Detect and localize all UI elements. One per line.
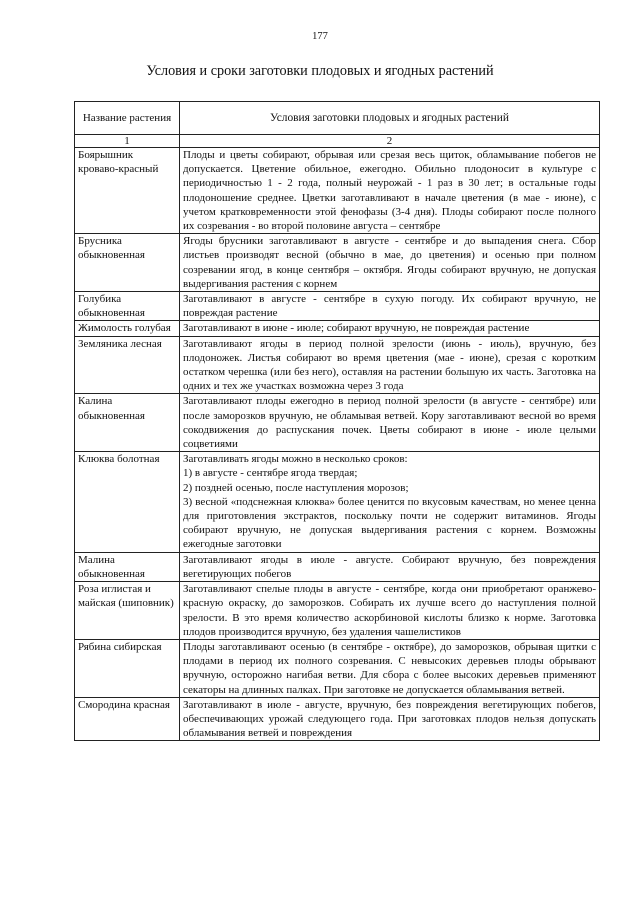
column-number-row (75, 135, 600, 148)
page-number: 177 (312, 31, 328, 42)
condition-text: Заготавливают в августе - сентябре в сухую погоду. Их собирают вручную, не повреждая растение (183, 293, 596, 320)
plant-name-cell: Боярышник кроваво-красный (75, 148, 180, 234)
condition-text: Заготавливают плоды ежегодно в период полной зрелости (в августе - сентябре) или после заморозков вручную, не обламывая ветвей. Кору заготавливают весной во время сокодвижения до распускания почек. Цветы собирают в июне - июле целыми соцветиями (183, 395, 596, 451)
plant-name-cell: Земляника лесная (75, 336, 180, 394)
column-number-1: 1 (75, 135, 180, 148)
conditions-cell (180, 582, 600, 640)
plant-name-cell: Клюква болотная (75, 452, 180, 552)
condition-text: Заготавливают в июне - июле; собирают вручную, не повреждая растение (183, 322, 530, 335)
condition-text: Заготавливают в июле - августе, вручную, без повреждения вегетирующих побегов, обеспечивающих урожай следующего года. При заготовках плодов нельзя допускать обламывания ветвей и повреждения (183, 698, 596, 740)
table-row (75, 336, 600, 394)
plant-name-cell: Роза иглистая и майская (шиповник) (75, 582, 180, 640)
condition-text: 1) в августе - сентябре ягода твердая; (183, 467, 358, 480)
conditions-cell (180, 148, 600, 234)
harvest-conditions-table (74, 101, 600, 741)
table-row (75, 639, 600, 697)
table-row (75, 234, 600, 292)
plant-name-cell: Жимолость голубая (75, 321, 180, 336)
plant-name-cell: Брусника обыкновенная (75, 234, 180, 292)
header-plant-name: Название растения (75, 102, 180, 135)
condition-text: 3) весной «подснежная клюква» более ценится по вкусовым качествам, но менее ценна для приготовления экстрактов, поскольку почти не содержит витаминов. Ягоды собирают вручную, не допуская выдергивания растения с корнем. Возможны ежегодные заготовки (183, 495, 596, 551)
table-row (75, 292, 600, 321)
table-header-row (75, 102, 600, 135)
table-row (75, 697, 600, 741)
plant-name-cell: Калина обыкновенная (75, 394, 180, 452)
table-row (75, 394, 600, 452)
condition-text: Заготавливают ягоды в период полной зрелости (июнь - июль), вручную, без плодоножек. Листья собирают во время цветения (мае - июне), срезая с коротким остатком черешка (или без него), оставляя на растении большую их часть. Заготовка на одних и тех же участках возможна через 3 года (183, 337, 596, 393)
conditions-cell (180, 234, 600, 292)
table-row (75, 452, 600, 552)
condition-text: Плоды заготавливают осенью (в сентябре - октябре), до заморозков, обрывая щитки с плодами в период их полного созревания. С невысоких деревьев плоды обрывают вручную, осторожно нагибая ветви. Для сбора с более высоких деревьев применяют секаторы на длинных палках. При заготовке не допускается обламывания ветвей. (183, 640, 596, 696)
conditions-cell (180, 336, 600, 394)
document-title: Условия и сроки заготовки плодовых и ягодных растений (146, 63, 494, 79)
conditions-cell (180, 394, 600, 452)
table-row (75, 582, 600, 640)
plant-name-cell: Голубика обыкновенная (75, 292, 180, 321)
conditions-cell (180, 697, 600, 741)
conditions-cell (180, 452, 600, 552)
table-row (75, 148, 600, 234)
plant-name-cell: Рябина сибирская (75, 639, 180, 697)
column-number-2: 2 (180, 135, 600, 148)
conditions-cell (180, 639, 600, 697)
condition-text: Заготавливать ягоды можно в несколько сроков: (183, 453, 408, 466)
conditions-cell (180, 292, 600, 321)
conditions-cell (180, 552, 600, 581)
plant-name-cell: Смородина красная (75, 697, 180, 741)
header-conditions: Условия заготовки плодовых и ягодных растений (180, 102, 600, 135)
condition-text: 2) поздней осенью, после наступления морозов; (183, 481, 409, 494)
conditions-cell (180, 321, 600, 336)
condition-text: Заготавливают спелые плоды в августе - сентябре, когда они приобретают оранжево-красную окраску, до заморозков. Собирать их лучше всего до наступления полной зрелости. В это время количество аскорбиновой кислоты близко к норме. Заготовка плодов производится вручную, без удаления чашелистиков (183, 583, 596, 638)
table-row (75, 321, 600, 336)
plant-name-cell: Малина обыкновенная (75, 552, 180, 581)
condition-text: Ягоды брусники заготавливают в августе - сентябре и до выпадения снега. Сбор листьев производят весной (обычно в мае, до цветения) и осенью при полном созревании ягод, в конце сентября – октября. Ягоды собирают вручную, не допуская выдергивания растения с корнем (183, 235, 596, 290)
condition-text: Заготавливают ягоды в июле - августе. Собирают вручную, без повреждения вегетирующих побегов (183, 553, 596, 580)
table-row (75, 552, 600, 581)
condition-text: Плоды и цветы собирают, обрывая или срезая весь щиток, обламывание побегов не допускается. Цветение обильное, ежегодно. Обильно плодоносит в культуре с периодичностью 1 - 2 года, полный неурожай - 1 раз в 30 лет; в остальные годы плодоношение среднее. Цветки заготавливают в начале цветения (в мае - июне), с учетом кратковременности этой фенофазы (3-4 дня). Плоды собирают после полного их созревания - во второй половине августа – сентябре (183, 149, 596, 233)
